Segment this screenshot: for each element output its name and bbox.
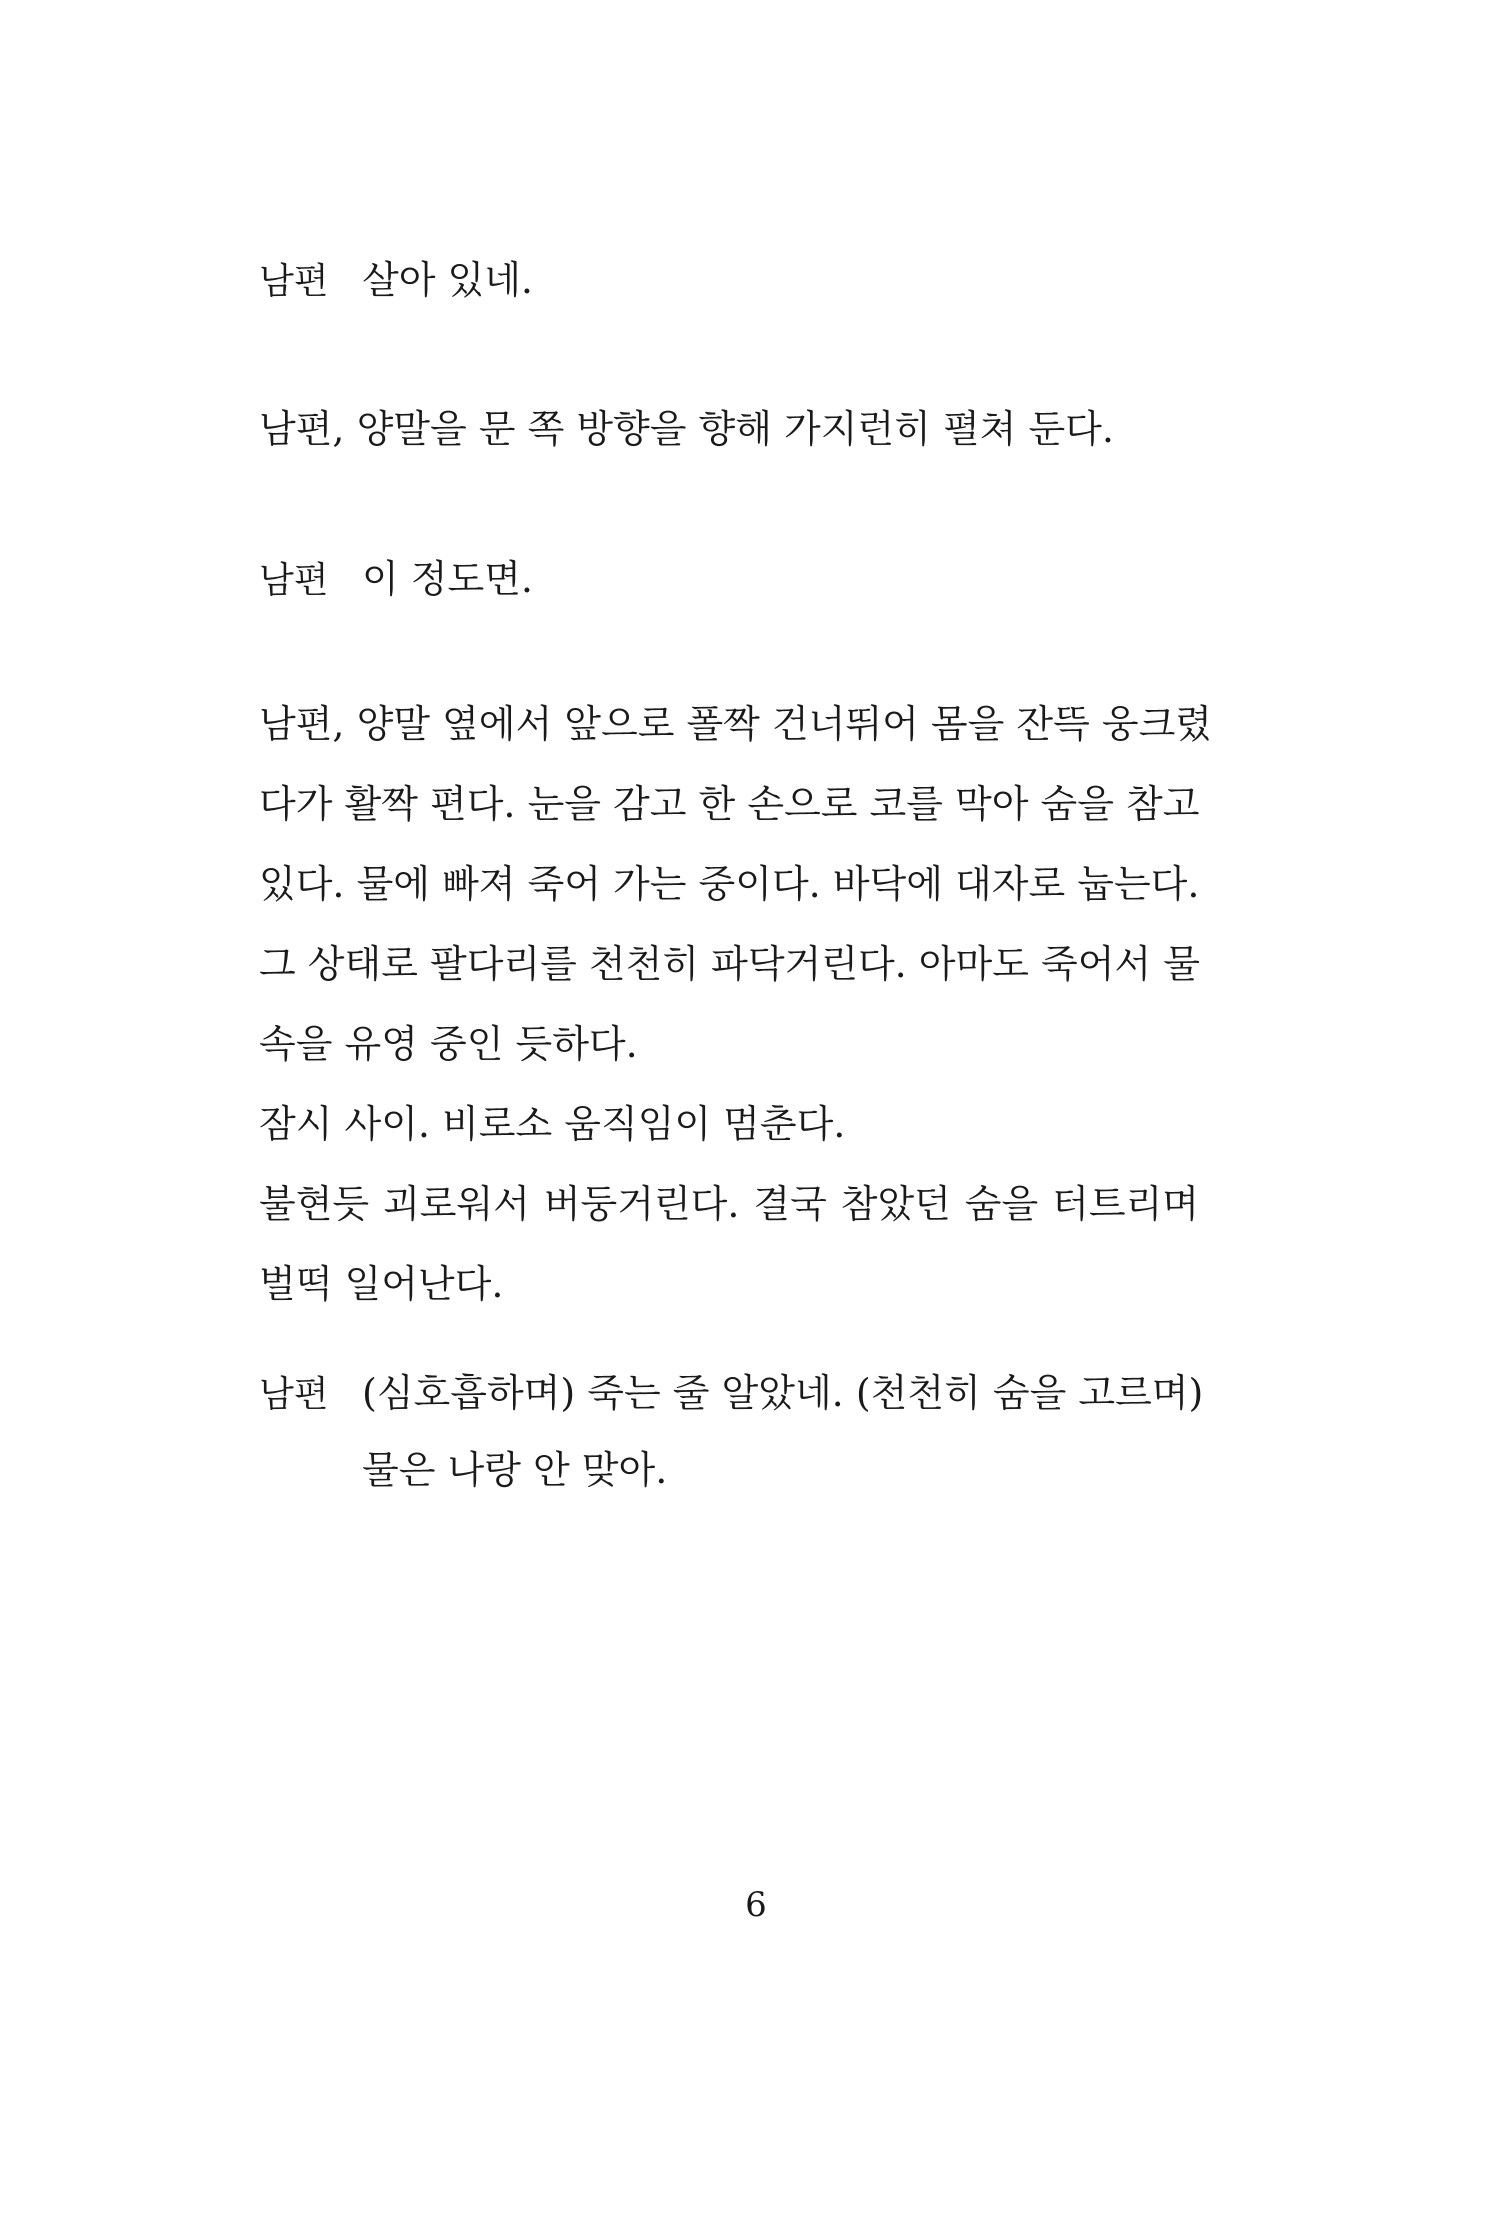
stage-direction-block — [259, 684, 1212, 1324]
stage-direction-line: 다가 활짝 편다. 눈을 감고 한 손으로 코를 막아 숨을 참고 — [259, 782, 1200, 826]
stage-direction-line: 있다. 물에 빠져 죽어 가는 중이다. 바닥에 대자로 눕는다. — [259, 862, 1200, 906]
stage-direction-line: 잠시 사이. 비로소 움직임이 멈춘다. — [259, 1102, 846, 1146]
speaker-name: 남편 — [259, 261, 329, 302]
stage-direction-line: 그 상태로 팔다리를 천천히 파닥거린다. 아마도 죽어서 물 — [259, 942, 1200, 986]
dialogue-text: (심호흡하며) 죽는 줄 알았네. (천천히 숨을 고르며) — [362, 1371, 1204, 1415]
dialogue-text: 살아 있네. — [362, 258, 533, 302]
dialogue-line — [259, 555, 533, 605]
dialogue-line — [259, 1369, 1203, 1419]
dialogue-text: 이 정도면. — [362, 557, 533, 601]
speaker-name: 남편 — [259, 560, 329, 601]
dialogue-continuation: 물은 나랑 안 맞아. — [362, 1448, 668, 1492]
stage-direction-line: 불현듯 괴로워서 버둥거린다. 결국 참았던 숨을 터트리며 — [259, 1182, 1199, 1226]
stage-direction-line: 속을 유영 중인 듯하다. — [259, 1022, 638, 1066]
stage-direction-line: 남편, 양말 옆에서 앞으로 폴짝 건너뛰어 몸을 잔뜩 웅크렸 — [259, 702, 1212, 746]
stage-direction: 남편, 양말을 문 쪽 방향을 향해 가지런히 펼쳐 둔다. — [259, 407, 1114, 451]
speaker-name: 남편 — [259, 1374, 329, 1415]
page-number: 6 — [745, 1885, 767, 1925]
stage-direction-line: 벌떡 일어난다. — [259, 1262, 504, 1306]
dialogue-line — [259, 256, 533, 306]
